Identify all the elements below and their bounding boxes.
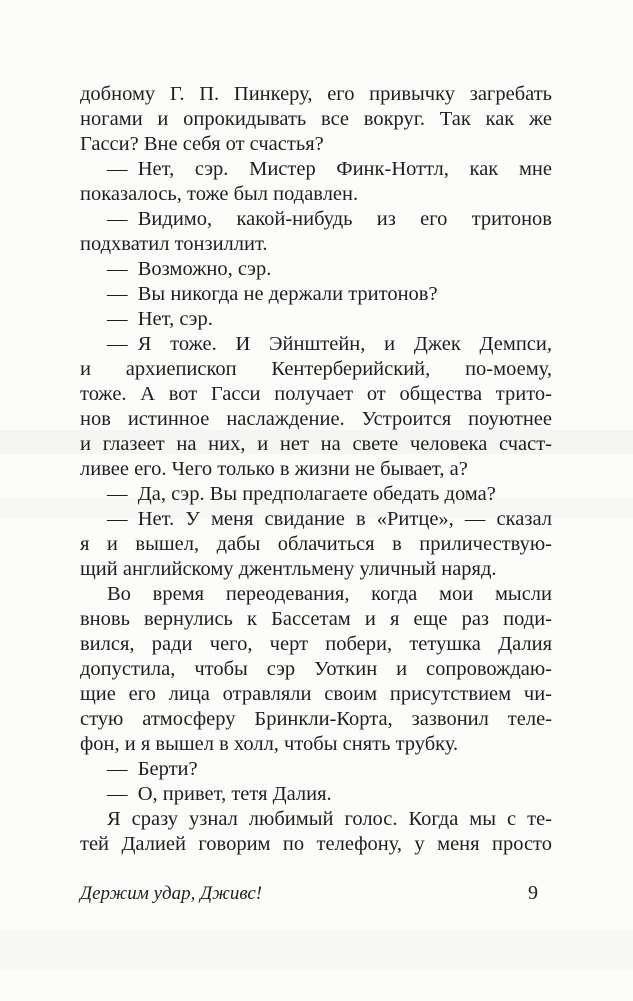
text-line: стую атмосферу Бринкли-Корта, зазвонил теле-	[80, 708, 552, 730]
text-line: — Нет, сэр. Мистер Финк-Ноттл, как мне	[107, 158, 552, 180]
text-line: нов истинное наслаждение. Устроится поуютнее	[80, 408, 552, 430]
text-line: добному Г. П. Пинкеру, его привычку загребать	[80, 83, 552, 105]
text-line: и глазеет на них, и нет на свете человека счаст-	[80, 433, 552, 455]
text-line: подхватил тонзиллит.	[80, 233, 268, 255]
text-line: — Видимо, какой-нибудь из его тритонов	[107, 208, 552, 230]
footer-page-number: 9	[528, 882, 538, 904]
text-line: — Возможно, сэр.	[107, 258, 272, 280]
text-line: ногами и опрокидывать все вокруг. Так как же	[80, 108, 552, 130]
text-line: я и вышел, дабы облачиться в приличествую-	[80, 533, 552, 555]
text-line: тоже. А вот Гасси получает от общества трито-	[80, 383, 552, 405]
text-line: щий английскому джентльмену уличный наряд.	[80, 558, 497, 580]
text-line: — Нет, сэр.	[107, 308, 213, 330]
text-line: — Я тоже. И Эйнштейн, и Джек Демпси,	[107, 333, 552, 355]
text-line: — О, привет, тетя Далия.	[107, 783, 332, 805]
text-line: Во время переодевания, когда мои мысли	[107, 583, 552, 605]
page-text	[80, 82, 552, 857]
text-line: показалось, тоже был подавлен.	[80, 183, 359, 205]
text-line: щие его лица отравляли своим присутствием чи-	[80, 683, 552, 705]
text-line: и архиепископ Кентерберийский, по-моему,	[80, 358, 552, 380]
text-line: допустила, чтобы сэр Уоткин и сопровождаю-	[80, 658, 552, 680]
text-line: фон, и я вышел в холл, чтобы снять трубку.	[80, 733, 459, 755]
text-line: Гасси? Вне себя от счастья?	[80, 133, 324, 155]
text-line: ливее его. Чего только в жизни не бывает, а?	[80, 458, 468, 480]
text-line: — Берти?	[107, 758, 198, 780]
text-line: тей Далией говорим по телефону, у меня просто	[80, 833, 552, 855]
footer-running-title: Держим удар, Дживс!	[80, 883, 263, 904]
text-line: — Да, сэр. Вы предполагаете обедать дома?	[107, 483, 496, 505]
text-line: Я сразу узнал любимый голос. Когда мы с те-	[107, 808, 552, 830]
text-line: — Вы никогда не держали тритонов?	[107, 283, 438, 305]
text-line: вился, ради чего, черт побери, тетушка Далия	[80, 633, 552, 655]
text-line: вновь вернулись к Бассетам и я еще раз поди-	[80, 608, 552, 630]
page-footer	[80, 881, 552, 906]
text-line: — Нет. У меня свидание в «Ритце», — сказал	[107, 508, 552, 530]
